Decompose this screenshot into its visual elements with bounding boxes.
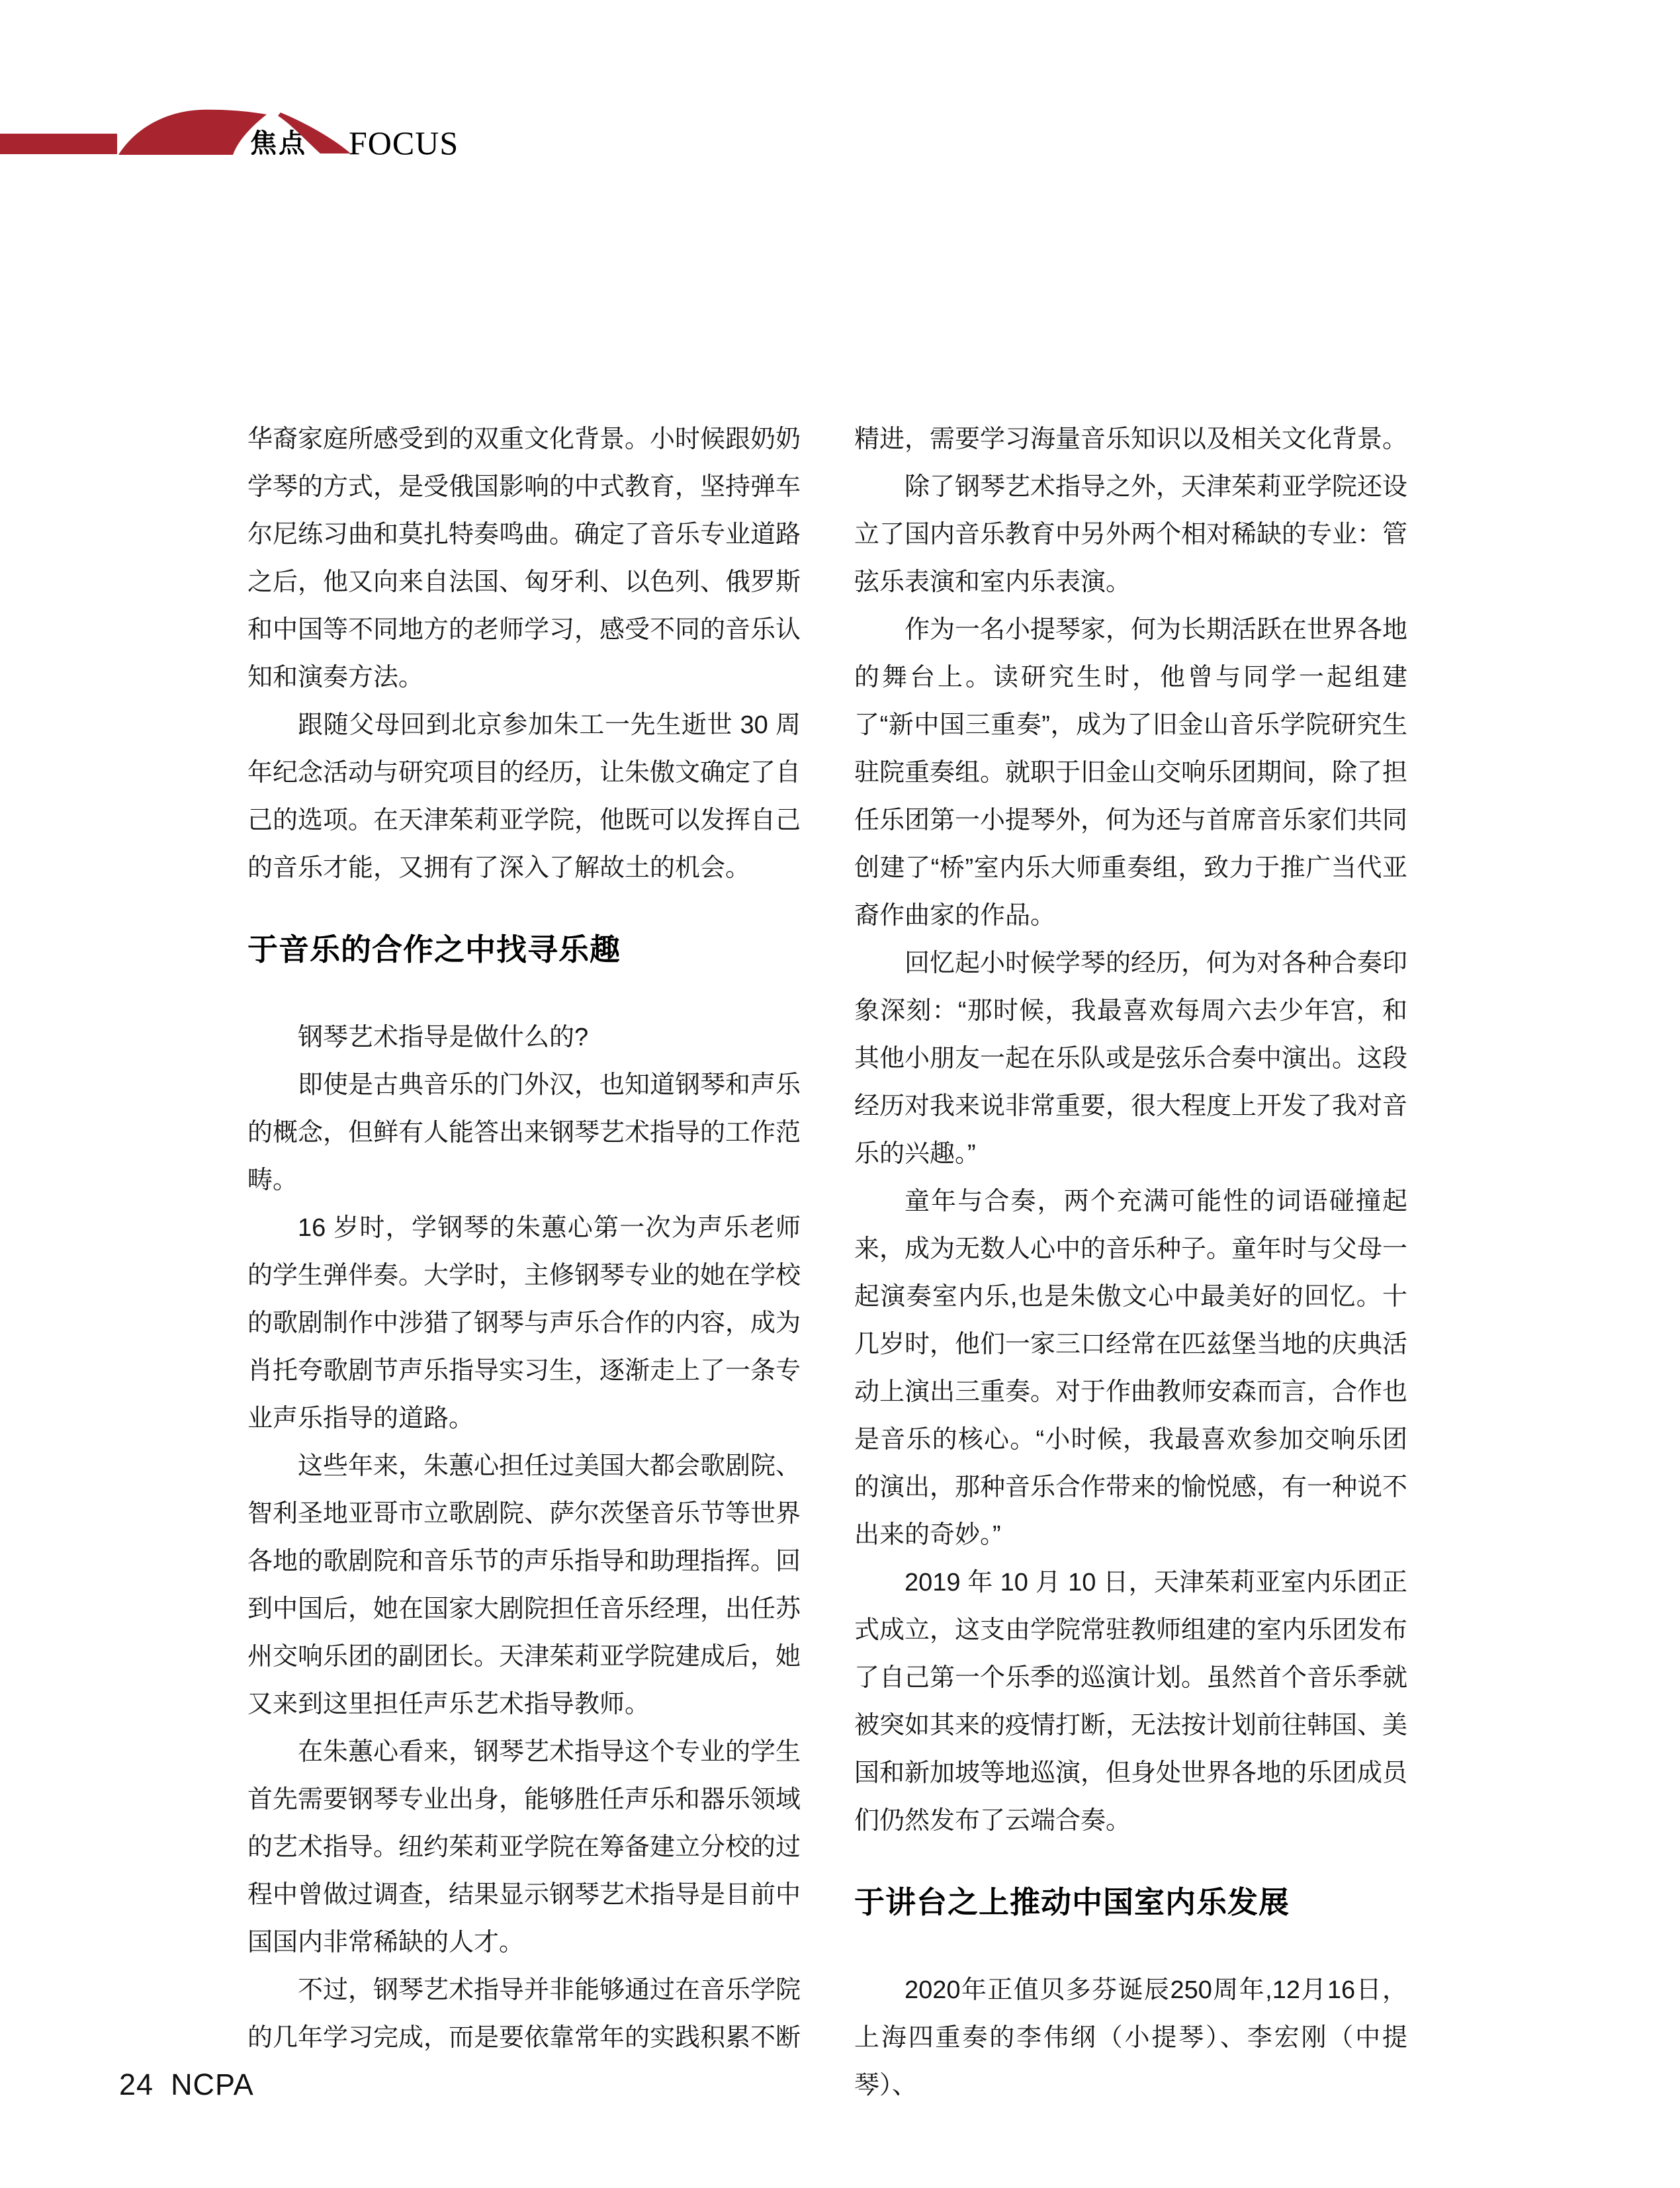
article-body <box>247 416 1407 2109</box>
paragraph: 2019 年 10 月 10 日，天津茱莉亚室内乐团正式成立，这支由学院常驻教师组建的室内乐团发布了自己第一个乐季的巡演计划。虽然首个音乐季就被突如其来的疫情打断，无法按计划前往韩国、美国和新加坡等地巡演，但身处世界各地的乐团成员们仍然发布了云端合奏。 <box>854 1569 1408 1835</box>
left-column <box>247 416 801 2109</box>
paragraph: 2020年正值贝多芬诞辰250周年,12月16日，上海四重奏的李伟纲（小提琴）、李宏刚（中提琴）、 <box>854 1976 1407 2099</box>
paragraph: 回忆起小时候学琴的经历，何为对各种合奏印象深刻：“那时候，我最喜欢每周六去少年宫，和其他小朋友一起在乐队或是弦乐合奏中演出。这段经历对我来说非常重要，很大程度上开发了我对音乐的兴趣。” <box>854 949 1408 1168</box>
section-title-zh: 焦点 <box>250 129 307 158</box>
paragraph: 钢琴艺术指导是做什么的? <box>298 1024 589 1051</box>
section-heading: 于讲台之上推动中国室内乐发展 <box>854 1885 1290 1919</box>
paragraph: 作为一名小提琴家，何为长期活跃在世界各地的舞台上。读研究生时，他曾与同学一起组建了“新中国三重奏”，成为了旧金山音乐学院研究生驻院重奏组。就职于旧金山交响乐团期间，除了担任乐团第一小提琴外，何为还与首席音乐家们共同创建了“桥”室内乐大师重奏组，致力于推广当代亚裔作曲家的作品。 <box>854 616 1408 930</box>
paragraph: 除了钢琴艺术指导之外，天津茱莉亚学院还设立了国内音乐教育中另外两个相对稀缺的专业：管弦乐表演和室内乐表演。 <box>854 473 1408 596</box>
paragraph: 精进，需要学习海量音乐知识以及相关文化背景。 <box>854 425 1408 453</box>
section-title-en: FOCUS <box>349 124 459 161</box>
right-column <box>854 416 1407 2109</box>
paragraph: 不过，钢琴艺术指导并非能够通过在音乐学院的几年学习完成，而是要依靠常年的实践积累不断 <box>247 1976 801 2052</box>
publication-name: NCPA <box>171 2068 254 2101</box>
focus-swoosh-icon <box>117 109 269 155</box>
paragraph: 跟随父母回到北京参加朱工一先生逝世 30 周年纪念活动与研究项目的经历，让朱傲文确定了自己的选项。在天津茱莉亚学院，他既可以发挥自己的音乐才能，又拥有了深入了解故土的机会。 <box>247 711 801 882</box>
page-number: 24 <box>119 2068 154 2101</box>
section-heading: 于音乐的合作之中找寻乐趣 <box>247 932 621 967</box>
paragraph: 即使是古典音乐的门外汉，也知道钢琴和声乐的概念，但鲜有人能答出来钢琴艺术指导的工作范畴。 <box>247 1071 801 1194</box>
header-red-bar <box>0 134 117 154</box>
paragraph: 16 岁时，学钢琴的朱蕙心第一次为声乐老师的学生弹伴奏。大学时，主修钢琴专业的她在学校的歌剧制作中涉猎了钢琴与声乐合作的内容，成为肖托夸歌剧节声乐指导实习生，逐渐走上了一条专业声乐指导的道路。 <box>247 1214 801 1432</box>
paragraph: 在朱蕙心看来，钢琴艺术指导这个专业的学生首先需要钢琴专业出身，能够胜任声乐和器乐领域的艺术指导。纽约茱莉亚学院在筹备建立分校的过程中曾做过调查，结果显示钢琴艺术指导是目前中国国内非常稀缺的人才。 <box>247 1738 801 1956</box>
paragraph: 这些年来，朱蕙心担任过美国大都会歌剧院、智利圣地亚哥市立歌剧院、萨尔茨堡音乐节等世界各地的歌剧院和音乐节的声乐指导和助理指挥。回到中国后，她在国家大剧院担任音乐经理，出任苏州交响乐团的副团长。天津茱莉亚学院建成后，她又来到这里担任声乐艺术指导教师。 <box>247 1452 801 1718</box>
paragraph: 童年与合奏，两个充满可能性的词语碰撞起来，成为无数人心中的音乐种子。童年时与父母一起演奏室内乐,也是朱傲文心中最美好的回忆。十几岁时，他们一家三口经常在匹兹堡当地的庆典活动上演出三重奏。对于作曲教师安森而言，合作也是音乐的核心。“小时候，我最喜欢参加交响乐团的演出，那种音乐合作带来的愉悦感，有一种说不出来的奇妙。” <box>854 1188 1408 1549</box>
swoosh-tail-icon <box>278 112 351 155</box>
paragraph: 华裔家庭所感受到的双重文化背景。小时候跟奶奶学琴的方式，是受俄国影响的中式教育，坚持弹车尔尼练习曲和莫扎特奏鸣曲。确定了音乐专业道路之后，他又向来自法国、匈牙利、以色列、俄罗斯和中国等不同地方的老师学习，感受不同的音乐认知和演奏方法。 <box>247 425 801 691</box>
page-footer <box>119 2070 254 2099</box>
